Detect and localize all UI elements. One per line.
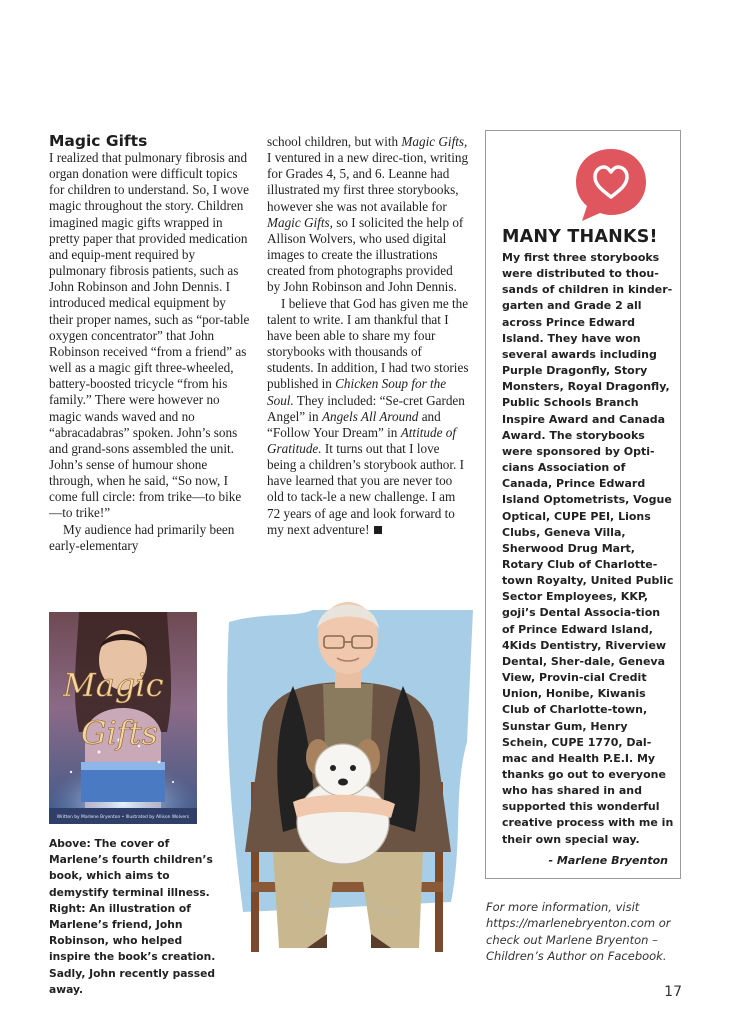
book-cover-image — [49, 612, 197, 824]
more-info-text: For more information, visit https://marlenebryenton.com or check out Marlene Bryenton – Children’s Author on Facebook. — [486, 900, 671, 963]
sidebar-title: MANY THANKS! — [502, 227, 658, 247]
article-heading: Magic Gifts — [49, 132, 148, 150]
paragraph: I realized that pulmonary fibrosis and organ donation were difficult topics for children to understand. So, I wove magic throughout the story. Children imagined magic gifts wrapped in pretty paper that provided medication and equip-ment required by pulmonary fibrosis patients, such as John Robinson and John Dennis. I introduced medical equipment by their proper names, such as “por-table oxygen concentrator” that John Robinson received “from a friend” as well as a magic gift three-wheeled, battery-boosted tricycle “from his family.” There were however no magic wands waved and no “abracadabras” spoken. John’s sons and grand-sons assembled the unit. John’s sense of humour shone through, when he said, “So now, I come full circle: from trike—to bike—to trike!” — [49, 150, 250, 521]
cover-title-line-1: Magic — [63, 666, 164, 704]
article-column-2 — [267, 134, 469, 538]
cover-credit: Written by Marlene Bryenton • Illustrated by Allison Wolvers — [56, 815, 190, 820]
article-column-1 — [49, 150, 251, 554]
sidebar-body: My first three storybooks were distributed to thou-sands of children in kinder-garten and Grade 2 all across Prince Edward Island. They have won several awards including Purple Dragonfly, Story Monsters, Royal Dragonfly, Public Schools Branch Inspire Award and Canada Award. The storybooks were sponsored by Opti-cians Association of Canada, Prince Edward Island Optometrists, Vogue Optical, CUPE PEI, Lions Clubs, Geneva Villa, Sherwood Drug Mart, Rotary Club of Charlotte-town Royalty, United Public Sector Employees, KKP, goji’s Dental Associa-tion of Prince Edward Island, 4Kids Dentistry, Riverview Dental, Sher-dale, Geneva View, Provin-cial Credit Union, Honibe, Kiwanis Club of Charlotte-town, Sunstar Gum, Henry Schein, CUPE 1770, Dal-mac and Health P.E.I. My thanks go out to everyone who has shared in and supported this wonderful creative process with me in their own special way. — [502, 251, 674, 846]
paragraph: school children, but with Magic Gifts, I ventured in a new direc-tion, writing for Grades 4, 5, and 6. Leanne had illustrated my first three storybooks, however she was not available for Magic Gifts, so I solicited the help of Allison Wolvers, who used digital images to create the illustrations created from photographs provided by John Robinson and John Dennis. — [267, 134, 469, 295]
end-mark-icon — [374, 526, 382, 534]
cover-title-line-2: Gifts — [81, 714, 158, 752]
heart-speech-bubble-icon — [572, 145, 650, 225]
portrait-illustration — [223, 582, 473, 962]
sidebar-signature: - Marlene Bryenton — [548, 854, 668, 867]
thanks-sidebar — [485, 130, 681, 879]
paragraph: I believe that God has given me the talent to write. I am thankful that I have been able to share my four storybooks with thousands of students. In addition, I had two stories published in Chicken Soup for the Soul. They included: “Se-cret Garden Angel” in Angels All Around and “Follow Your Dream” in Attitude of Gratitude. It turns out that I love being a children’s storybook author. I have learned that you are never too old to tack-le a new challenge. I am 72 years of age and look forward to my next adventure! — [267, 295, 469, 537]
paragraph: My audience had primarily been early-elementary — [49, 521, 235, 553]
page-number: 17 — [664, 984, 682, 1000]
image-caption: Above: The cover of Marlene’s fourth children’s book, which aims to demystify terminal illness. Right: An illustration of Marlene’s friend, John Robinson, who helped inspire the book’s creation. Sadly, John recently passed away. — [49, 837, 216, 996]
